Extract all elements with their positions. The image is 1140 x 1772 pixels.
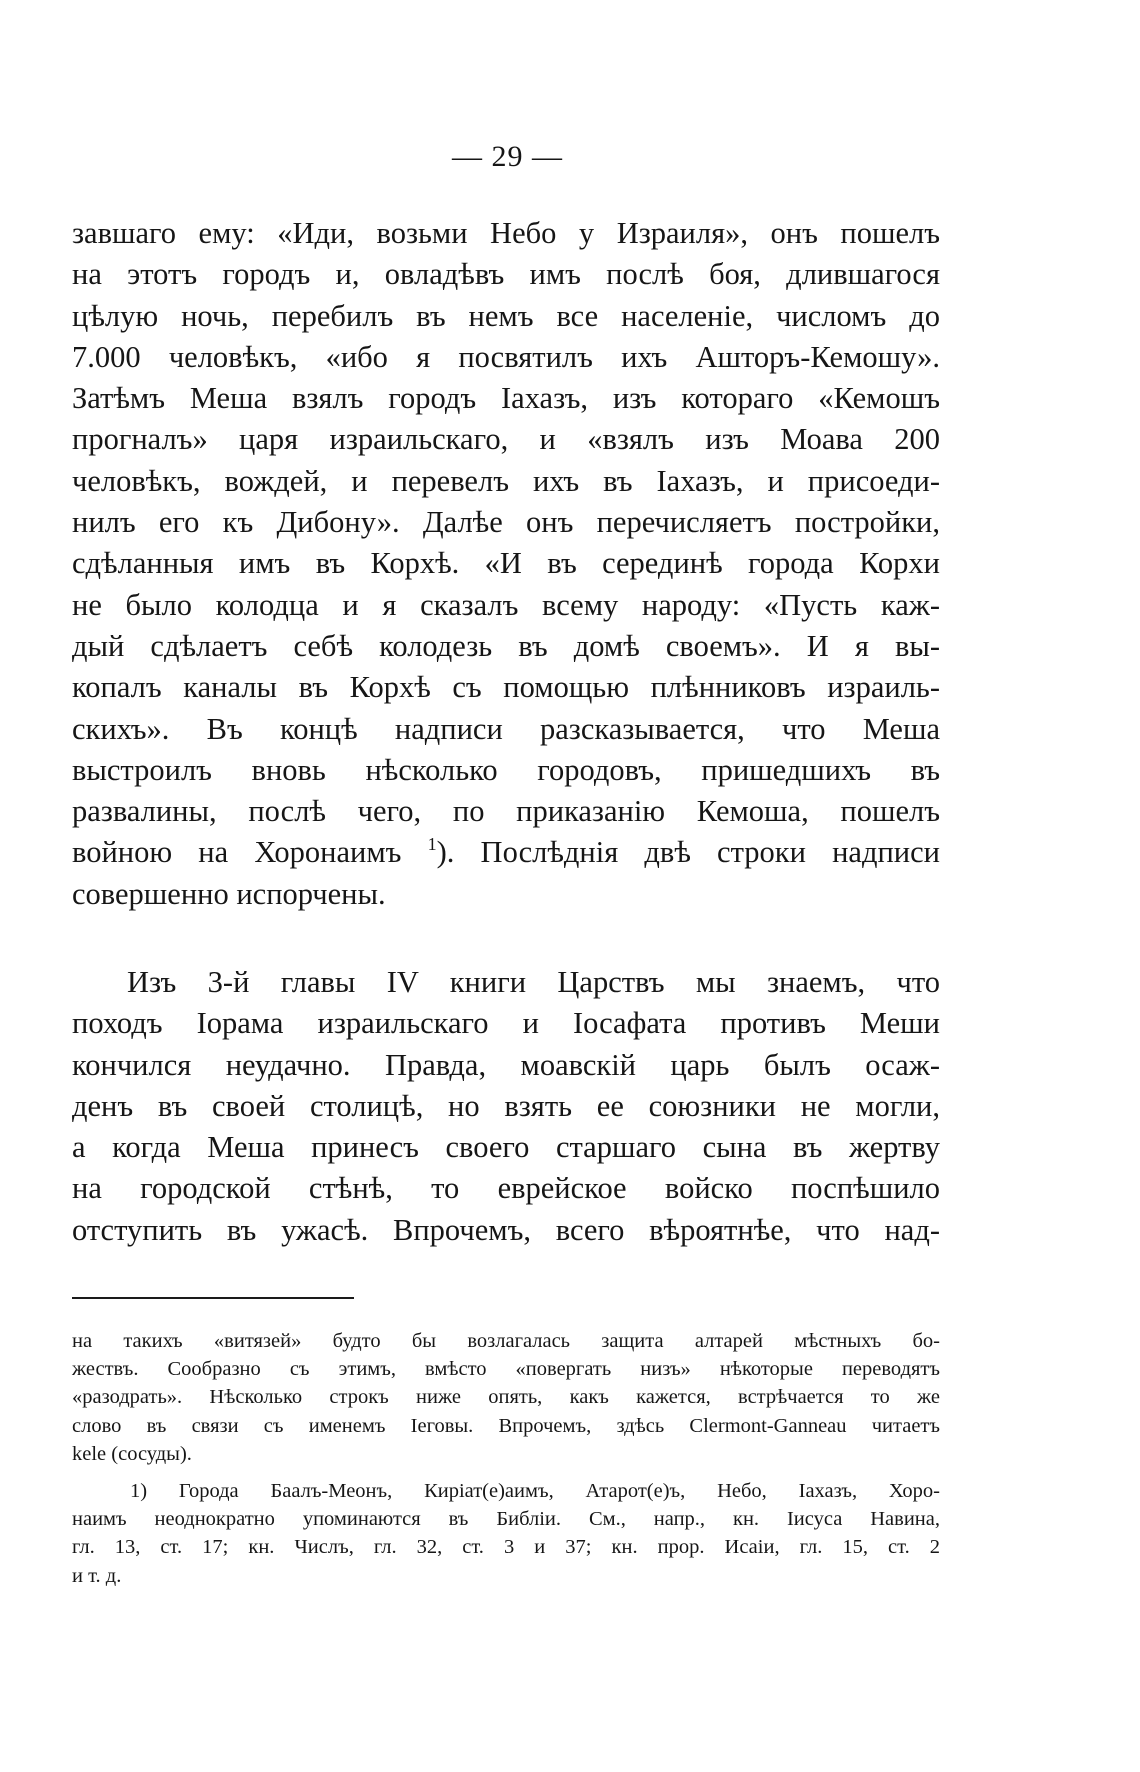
footnote-divider [72,1297,354,1299]
text-line: цѣлую ночь, перебилъ въ немъ все населеніе, числомъ до [72,298,940,333]
text-line: на городской стѣнѣ, то еврейское войско поспѣшило [72,1171,940,1206]
line-text-before-ref: войною на Хоронаимъ [72,835,428,870]
footnote-line: kele (сосуды). [72,1442,192,1465]
text-line: денъ въ своей столицѣ, но взять ее союзники не могли, [72,1088,940,1123]
text-line: 7.000 человѣкъ, «ибо я посвятилъ ихъ Ашторъ-Кемошу». [72,339,940,374]
page-number: — 29 — [452,140,563,173]
text-line: на этотъ городъ и, овладѣвъ имъ послѣ боя, длившагося [72,257,940,292]
text-line: совершенно испорчены. [72,876,386,911]
footnote-reference: 1 [427,834,437,855]
text-line: сдѣланныя имъ въ Корхѣ. «И въ серединѣ города Корхи [72,546,940,581]
footnote-line: на такихъ «витязей» будто бы возлагалась защита алтарей мѣстныхъ бо- [72,1330,940,1352]
footnote-line: гл. 13, ст. 17; кн. Числъ, гл. 32, ст. 3 и 37; кн. прор. Исаіи, гл. 15, ст. 2 [72,1536,940,1559]
footnote-line: «разодрать». Нѣсколько строкъ ниже опять, какъ кажется, встрѣчается то же [72,1386,940,1409]
text-line-with-footnote-ref [72,832,940,873]
text-line: походъ Іорама израильскаго и Іосафата противъ Меши [72,1006,940,1041]
footnote-line: жествъ. Сообразно съ этимъ, вмѣсто «повергать низъ» нѣкоторые переводятъ [72,1358,940,1381]
main-paragraph-2 [72,962,940,1251]
footnote-continued [72,1327,940,1468]
text-line: нилъ его къ Дибону». Далѣе онъ перечисляетъ постройки, [72,505,940,540]
text-line: прогналъ» царя израильскаго, и «взялъ изъ Моава 200 [72,422,940,457]
text-line: выстроилъ вновь нѣсколько городовъ, пришедшихъ въ [72,752,940,787]
text-line: отступить въ ужасѣ. Впрочемъ, всего вѣроятнѣе, что над- [72,1212,940,1247]
text-line: скихъ». Въ концѣ надписи разсказывается, что Меша [72,711,940,746]
footnote-line: слово въ связи съ именемъ Іеговы. Впрочемъ, здѣсь Clermont-Ganneau читаетъ [72,1414,940,1437]
text-line: развалины, послѣ чего, по приказанію Кемоша, пошелъ [72,794,940,829]
text-line: Затѣмъ Меша взялъ городъ Іахазъ, изъ котораго «Кемошъ [72,381,940,416]
footnote-line: 1) Города Баалъ-Меонъ, Киріат(е)аимъ, Атарот(е)ъ, Небо, Іахазъ, Хоро- [130,1480,940,1502]
line-text-after-ref: ). Послѣднія двѣ строки надписи [436,835,940,870]
text-line: завшаго ему: «Иди, возьми Небо у Израиля», онъ пошелъ [72,216,940,250]
main-paragraph-1 [72,213,940,915]
text-line: дый сдѣлаетъ себѣ колодезь въ домѣ своемъ». И я вы- [72,628,940,663]
text-line: человѣкъ, вождей, и перевелъ ихъ въ Іахазъ, и присоеди- [72,463,940,498]
text-line: а когда Меша принесъ своего старшаго сына въ жертву [72,1130,940,1165]
text-line: кончился неудачно. Правда, моавскій царь былъ осаж- [72,1047,940,1082]
text-line: копалъ каналы въ Корхѣ съ помощью плѣнниковъ израиль- [72,670,940,705]
text-line: Изъ 3-й главы IV книги Царствъ мы знаемъ, что [127,965,940,999]
footnote-1 [72,1477,940,1590]
footnote-line: и т. д. [72,1564,122,1587]
footnote-line: наимъ неоднократно упоминаются въ Библіи. См., напр., кн. Іисуса Навина, [72,1508,940,1531]
text-line: не было колодца и я сказалъ всему народу: «Пусть каж- [72,587,940,622]
